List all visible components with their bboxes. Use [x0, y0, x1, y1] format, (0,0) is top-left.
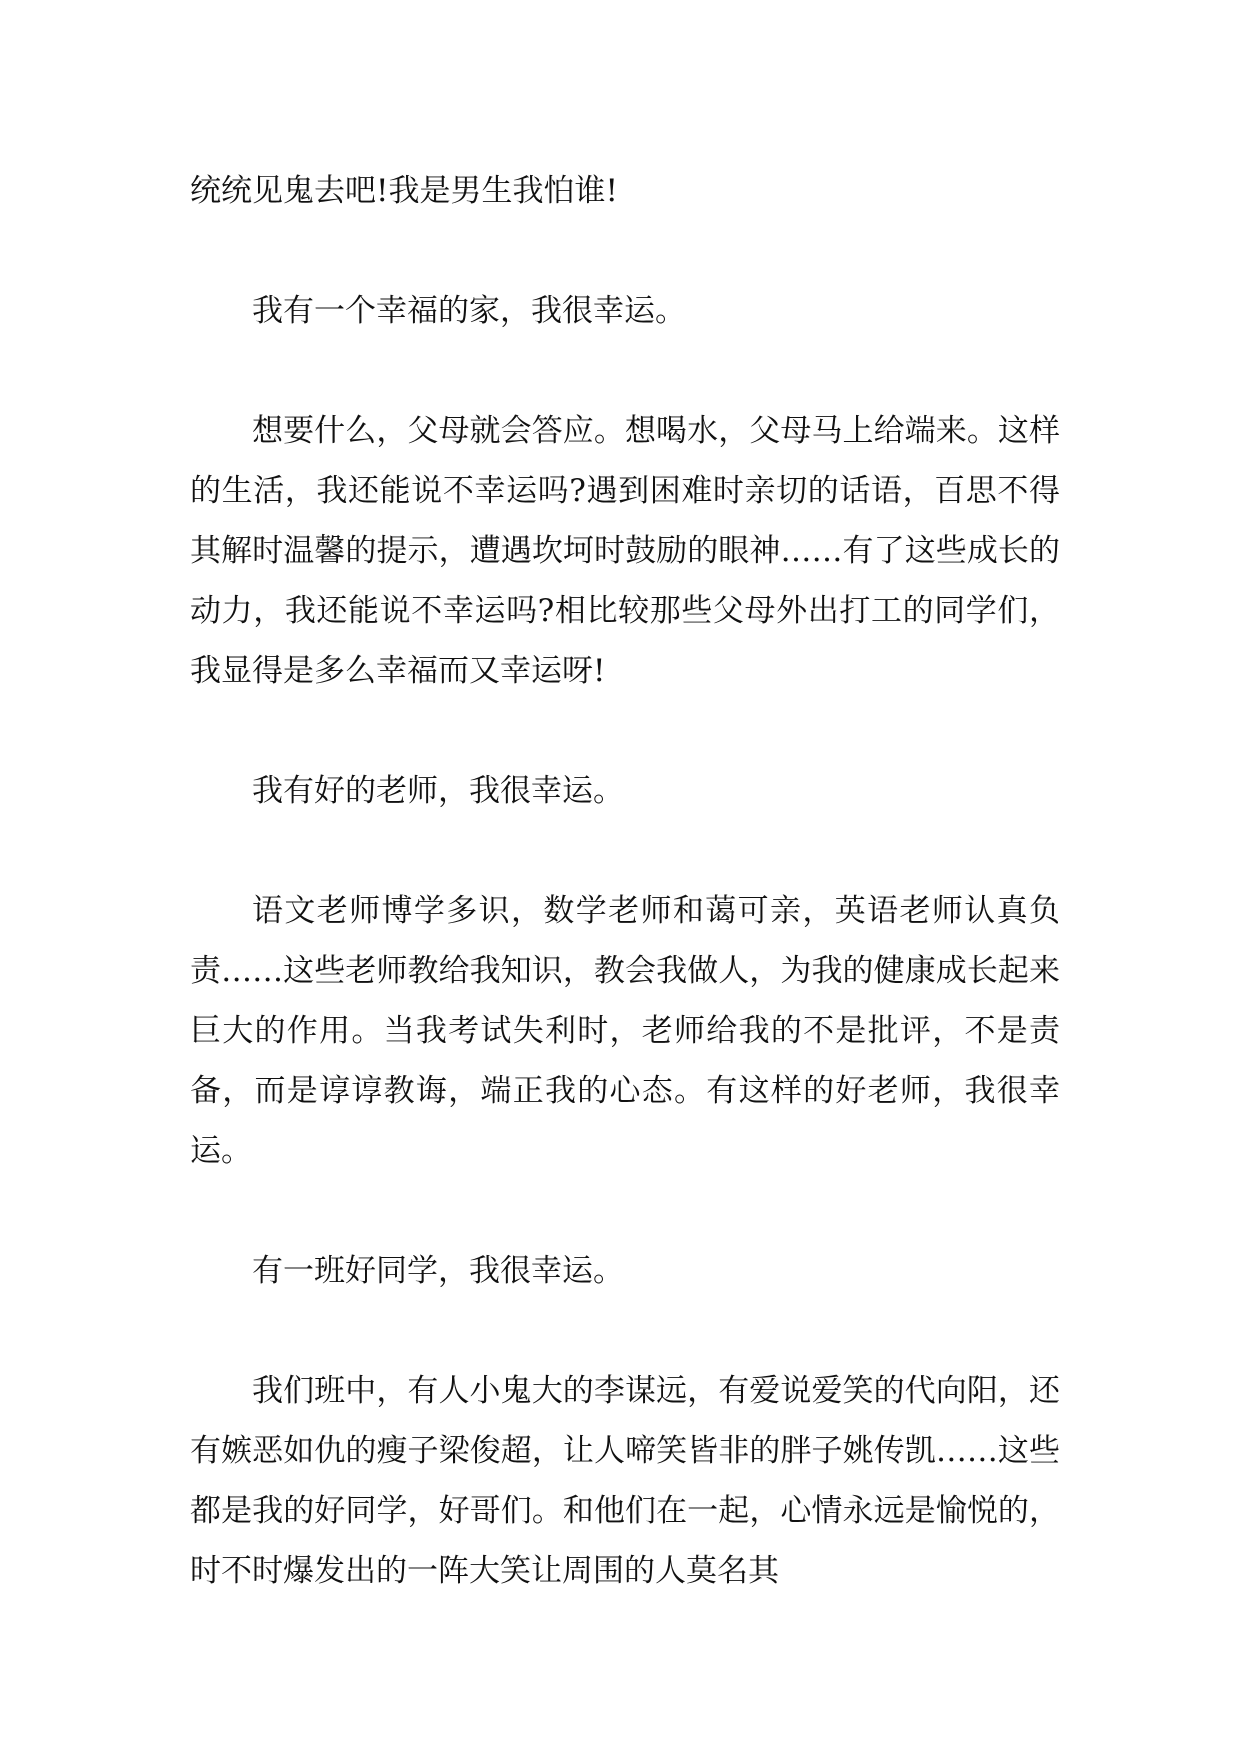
paragraph-continuation: 统统见鬼去吧!我是男生我怕谁!: [190, 173, 618, 209]
paragraph-teachers-detail: 语文老师博学多识，数学老师和蔼可亲，英语老师认真负责……这些老师教给我知识，教会我做人，为我的健康成长起来巨大的作用。当我考试失利时，老师给我的不是批评，不是责备，而是谆谆教诲，端正我的心态。有这样的好老师，我很幸运。: [190, 893, 1060, 1169]
paragraph-good-teachers: 我有好的老师，我很幸运。: [252, 773, 624, 809]
paragraph-good-classmates: 有一班好同学，我很幸运。: [252, 1253, 624, 1289]
paragraph-classmates-detail: 我们班中，有人小鬼大的李谋远，有爱说爱笑的代向阳，还有嫉恶如仇的瘦子梁俊超，让人啼笑皆非的胖子姚传凯……这些都是我的好同学，好哥们。和他们在一起，心情永远是愉悦的，时不时爆发出的一阵大笑让周围的人莫名其: [190, 1373, 1060, 1589]
paragraph-parents: 想要什么，父母就会答应。想喝水，父母马上给端来。这样的生活，我还能说不幸运吗?遇到困难时亲切的话语，百思不得其解时温馨的提示，遭遇坎坷时鼓励的眼神……有了这些成长的动力，我还能说不幸运吗?相比较那些父母外出打工的同学们，我显得是多么幸福而又幸运呀!: [190, 413, 1060, 689]
paragraph-happy-family: 我有一个幸福的家，我很幸运。: [252, 293, 686, 329]
document-body: [190, 161, 1060, 1661]
